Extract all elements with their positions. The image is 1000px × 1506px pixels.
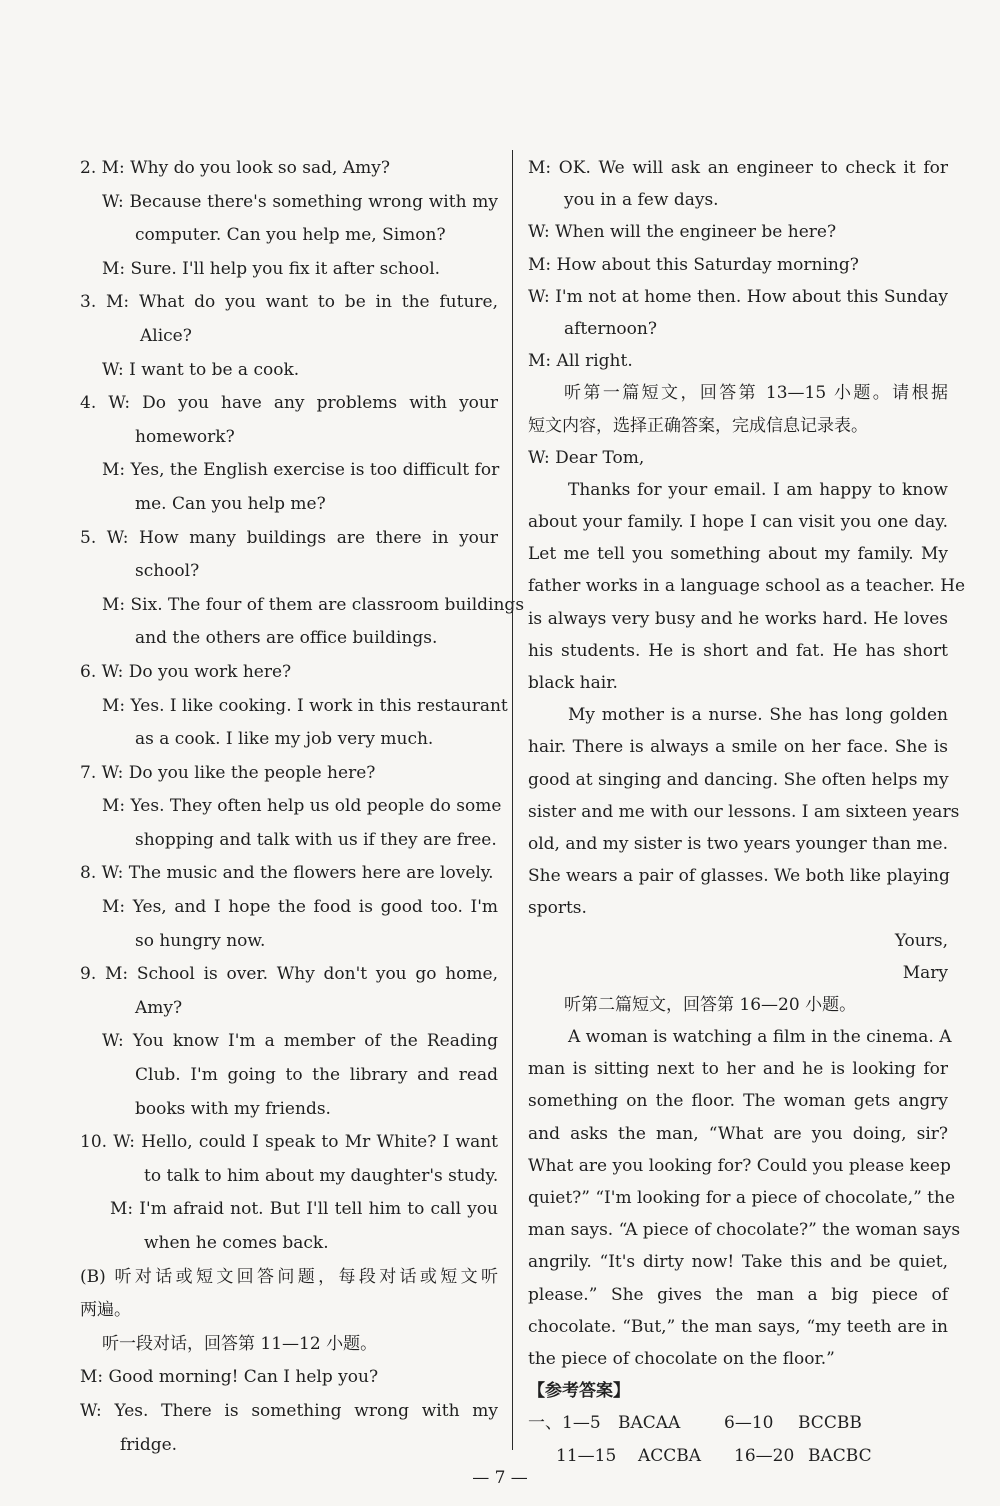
answer-letters: BACAA — [618, 1413, 681, 1434]
text-line: homework? — [135, 426, 235, 447]
answer-key — [528, 1407, 948, 1471]
text-line: 10. W: Hello, could I speak to Mr White? I want — [80, 1132, 498, 1153]
text-line: shopping and talk with us if they are free. — [135, 829, 497, 850]
text-line: My mother is a nurse. She has long golden — [568, 705, 948, 726]
text-line: Yours, — [894, 930, 948, 951]
page-number: — 7 — — [472, 1468, 528, 1488]
column-divider — [512, 150, 513, 1450]
text-line: 3. M: What do you want to be in the future, — [80, 292, 498, 313]
text-line: father works in a language school as a teacher. He — [528, 576, 966, 597]
text-line: M: How about this Saturday morning? — [528, 254, 859, 275]
answer-letters: BACBC — [808, 1445, 872, 1466]
text-line: 【参考答案】 — [528, 1381, 630, 1402]
text-line: M: Six. The four of them are classroom buildings — [102, 594, 525, 615]
text-line: M: Yes. I like cooking. I work in this restaurant — [102, 695, 508, 716]
text-line: fridge. — [120, 1434, 178, 1455]
text-line: sister and me with our lessons. I am sixteen years — [528, 801, 960, 822]
text-line: please.” She gives the man a big piece of — [528, 1284, 948, 1305]
answer-range: 一、1—5 — [528, 1413, 601, 1434]
answer-range: 16—20 — [734, 1445, 795, 1466]
text-line: 8. W: The music and the flowers here are lovely. — [80, 863, 494, 884]
text-line: A woman is watching a film in the cinema. A — [568, 1027, 952, 1048]
text-line: M: All right. — [528, 351, 633, 372]
text-line: as a cook. I like my job very much. — [135, 729, 434, 750]
answer-row — [528, 1407, 948, 1439]
text-line: W: Because there's something wrong with my — [102, 191, 498, 212]
text-line: the piece of chocolate on the floor.” — [528, 1348, 835, 1369]
text-line: man says. “A piece of chocolate?” the woman says — [528, 1220, 961, 1241]
answer-range: 6—10 — [724, 1413, 774, 1434]
text-line: Let me tell you something about my family. My — [528, 544, 948, 565]
text-line: 9. M: School is over. Why don't you go home, — [80, 964, 498, 985]
text-line: school? — [135, 561, 200, 582]
left-column — [80, 152, 525, 1462]
text-line: 5. W: How many buildings are there in your — [80, 527, 498, 548]
text-line: M: I'm afraid not. But I'll tell him to call you — [110, 1199, 498, 1220]
text-line: good at singing and dancing. She often helps my — [528, 769, 949, 790]
text-line: you in a few days. — [564, 190, 719, 211]
text-line: M: OK. We will ask an engineer to check it for — [528, 158, 948, 178]
text-line: W: Dear Tom, — [528, 447, 645, 468]
answer-range: 11—15 — [556, 1445, 617, 1466]
text-line: M: Good morning! Can I help you? — [80, 1367, 379, 1388]
text-line: Amy? — [135, 997, 183, 1018]
text-line: Club. I'm going to the library and read — [135, 1065, 498, 1086]
text-line: M: Yes, and I hope the food is good too. I'm — [102, 897, 498, 918]
text-line: something on the floor. The woman gets angry — [528, 1091, 948, 1112]
answer-letters: ACCBA — [638, 1445, 702, 1466]
text-line: W: Yes. There is something wrong with my — [80, 1400, 498, 1421]
text-line: man is sitting next to her and he is looking for — [528, 1059, 948, 1080]
text-line: 7. W: Do you like the people here? — [80, 762, 376, 783]
text-line: is always very busy and he works hard. He loves — [528, 608, 948, 629]
text-line: M: Sure. I'll help you fix it after school. — [102, 258, 441, 279]
text-line: Thanks for your email. I am happy to know — [568, 479, 948, 500]
text-line: W: You know I'm a member of the Reading — [102, 1031, 498, 1052]
text-line: W: I want to be a cook. — [102, 359, 300, 380]
text-line: when he comes back. — [144, 1233, 329, 1253]
text-line: and asks the man, “What are you doing, sir? — [528, 1123, 948, 1144]
right-column — [528, 152, 966, 1472]
text-line: Mary — [902, 962, 948, 983]
text-line: Alice? — [140, 325, 192, 346]
text-line: W: When will the engineer be here? — [528, 222, 837, 243]
text-line: chocolate. “But,” the man says, “my teeth are in — [528, 1316, 948, 1337]
text-line: afternoon? — [564, 318, 657, 339]
text-line: She wears a pair of glasses. We both like playing — [528, 866, 950, 887]
text-line: (B) 听对话或短文回答问题，每段对话或短文听 — [80, 1266, 498, 1287]
text-line: 6. W: Do you work here? — [80, 661, 292, 682]
text-line: 听第一篇短文，回答第 13—15 小题。请根据 — [564, 383, 948, 404]
text-line: 4. W: Do you have any problems with your — [80, 393, 498, 414]
text-line: so hungry now. — [135, 930, 266, 951]
answer-row — [528, 1440, 948, 1472]
text-line: 两遍。 — [80, 1300, 131, 1321]
text-line: and the others are office buildings. — [135, 628, 438, 649]
text-line: his students. He is short and fat. He has short — [528, 640, 948, 661]
text-line: books with my friends. — [135, 1098, 331, 1119]
text-line: old, and my sister is two years younger than me. — [528, 833, 948, 854]
text-line: angrily. “It's dirty now! Take this and be quiet, — [528, 1252, 948, 1273]
answer-letters: BCCBB — [798, 1413, 862, 1434]
text-line: W: I'm not at home then. How about this Sunday — [528, 286, 948, 307]
text-line: M: Yes. They often help us old people do some — [102, 796, 502, 817]
text-line: computer. Can you help me, Simon? — [135, 225, 446, 246]
text-line: hair. There is always a smile on her face. She is — [528, 737, 948, 758]
text-line: What are you looking for? Could you please keep — [528, 1155, 951, 1176]
text-line: 听一段对话，回答第 11—12 小题。 — [102, 1333, 378, 1354]
text-line: to talk to him about my daughter's study. — [144, 1165, 499, 1186]
text-line: black hair. — [528, 673, 618, 693]
text-line: about your family. I hope I can visit you one day. — [528, 512, 948, 533]
text-line: 2. M: Why do you look so sad, Amy? — [80, 158, 390, 178]
text-line: quiet?” “I'm looking for a piece of chocolate,” the — [528, 1188, 956, 1208]
text-line: sports. — [528, 898, 587, 919]
text-line: me. Can you help me? — [135, 493, 326, 514]
text-line: M: Yes, the English exercise is too difficult for — [102, 460, 500, 481]
text-line: 短文内容，选择正确答案，完成信息记录表。 — [528, 415, 868, 436]
text-line: 听第二篇短文，回答第 16—20 小题。 — [564, 994, 857, 1015]
